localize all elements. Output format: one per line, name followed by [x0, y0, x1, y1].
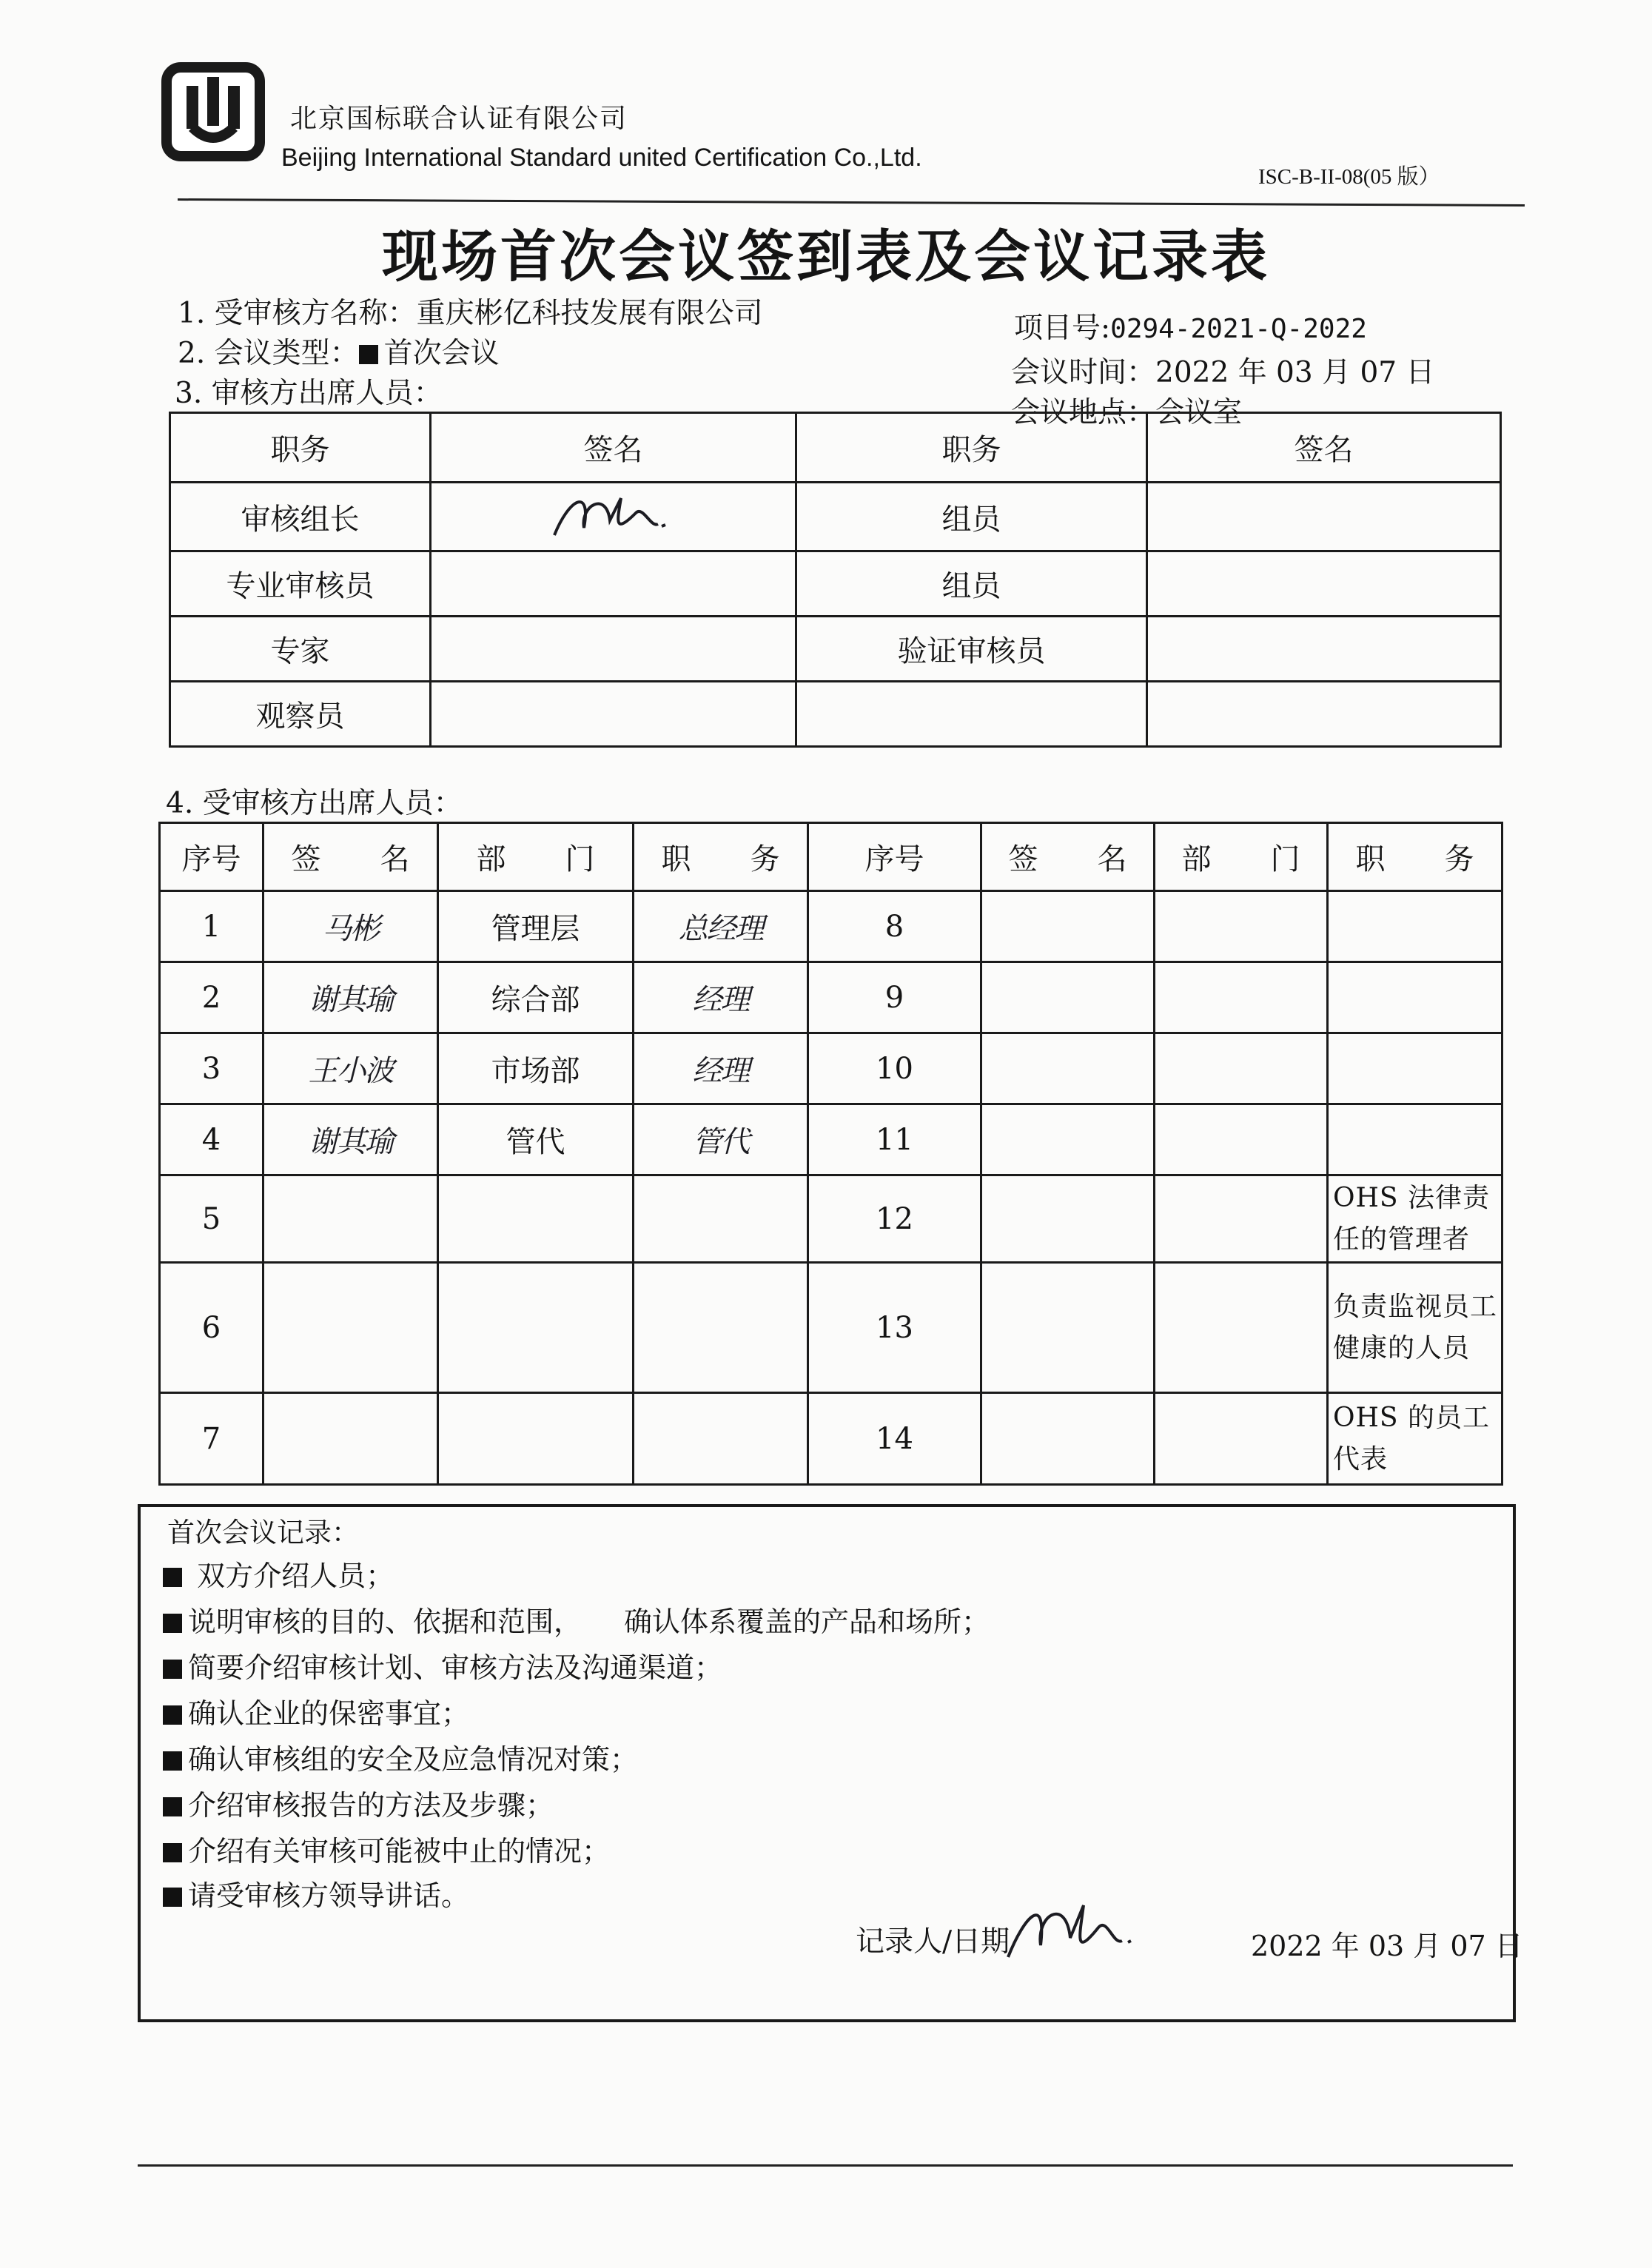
duty-cell: 经理 [634, 962, 808, 1033]
handwritten-signature [432, 483, 795, 550]
department-cell: 综合部 [438, 962, 634, 1033]
department-cell: 管代 [438, 1104, 634, 1175]
auditor-attendees-label: 3. 审核方出席人员： [175, 377, 443, 410]
signature-cell [263, 1393, 438, 1485]
notes-item-text: 确认审核组的安全及应急情况对策； [188, 1743, 639, 1776]
row-number: 7 [160, 1393, 263, 1485]
signature-cell: 谢其瑜 [263, 1104, 438, 1175]
column-header: 职务 [170, 413, 431, 483]
notes-item [163, 1873, 469, 1913]
table-row [160, 1263, 1502, 1393]
duty-cell [1328, 1104, 1502, 1175]
notes-item-text: 介绍有关审核可能被中止的情况； [188, 1835, 611, 1868]
column-header: 职务 [796, 413, 1147, 483]
form-number: ISC-B-II-08(05 版） [1258, 165, 1440, 189]
checked-box-icon [163, 1614, 182, 1633]
signature-cell: 王小波 [263, 1033, 438, 1104]
role-cell: 专家 [170, 617, 431, 682]
notes-item [163, 1553, 394, 1594]
recorder-signature [998, 1886, 1146, 1967]
row-number: 5 [160, 1175, 263, 1263]
table-row [160, 962, 1502, 1033]
notes-item-text: 简要介绍审核计划、审核方法及沟通渠道； [188, 1651, 723, 1684]
footer-divider [138, 2164, 1513, 2167]
table-header-row [170, 413, 1501, 483]
notes-item-text: 双方介绍人员； [197, 1560, 394, 1592]
signature-cell [1147, 483, 1501, 551]
signature-cell [431, 551, 796, 617]
checked-box-icon [163, 1888, 182, 1907]
table-row [170, 617, 1501, 682]
project-number-value: 0294-2021-Q-2022 [1110, 314, 1367, 344]
table-row [160, 1033, 1502, 1104]
department-cell [1155, 1175, 1328, 1263]
auditee-name-label: 1. 受审核方名称： [178, 297, 417, 330]
row-number: 14 [808, 1393, 981, 1485]
column-header: 序号 [160, 823, 263, 891]
column-header: 签名 [1147, 413, 1501, 483]
role-cell: 验证审核员 [796, 617, 1147, 682]
column-header: 职 务 [634, 823, 808, 891]
auditee-name-value: 重庆彬亿科技发展有限公司 [416, 297, 763, 330]
department-cell: 市场部 [438, 1033, 634, 1104]
signature-cell [981, 1393, 1155, 1485]
duty-note-cell: OHS 法律责任的管理者 [1328, 1175, 1502, 1263]
signature-cell [431, 617, 796, 682]
notes-item [163, 1599, 990, 1640]
duty-cell [634, 1175, 808, 1263]
signature-cell: 马彬 [263, 891, 438, 962]
meeting-time-line [1011, 349, 1435, 391]
department-cell [438, 1393, 634, 1485]
column-header: 签 名 [263, 823, 438, 891]
row-number: 2 [160, 962, 263, 1033]
notes-item-text: 说明审核的目的、依据和范围， 确认体系覆盖的产品和场所； [188, 1606, 990, 1638]
bisc-logo-icon [172, 73, 255, 151]
department-cell [1155, 1393, 1328, 1485]
checked-box-icon [359, 345, 378, 364]
row-number: 3 [160, 1033, 263, 1104]
notes-item [163, 1782, 554, 1823]
row-number: 10 [808, 1033, 981, 1104]
department-cell [1155, 962, 1328, 1033]
project-number-label: 项目号: [1014, 312, 1111, 345]
department-cell [1155, 891, 1328, 962]
department-cell: 管理层 [438, 891, 634, 962]
department-cell [1155, 1104, 1328, 1175]
meeting-notes-title: 首次会议记录： [167, 1517, 359, 1549]
checked-box-icon [163, 1751, 182, 1771]
signature-scribble [540, 483, 688, 543]
duty-note-cell: OHS 的员工代表 [1328, 1393, 1502, 1485]
role-cell [796, 682, 1147, 747]
signature-cell [981, 891, 1155, 962]
role-cell: 组员 [796, 483, 1147, 551]
meeting-time-label: 会议时间： [1011, 356, 1156, 389]
table-row [160, 1175, 1502, 1263]
role-cell: 审核组长 [170, 483, 431, 551]
meeting-place-label: 会议地点： [1011, 396, 1156, 429]
table-row [170, 682, 1501, 747]
row-number: 4 [160, 1104, 263, 1175]
notes-item [163, 1645, 722, 1685]
table-row [170, 551, 1501, 617]
notes-item-text: 请受审核方领导讲话。 [188, 1879, 470, 1912]
notes-item [163, 1691, 469, 1731]
signature-cell [981, 962, 1155, 1033]
signature-cell [1147, 617, 1501, 682]
row-number: 1 [160, 891, 263, 962]
company-name-cn: 北京国标联合认证有限公司 [290, 104, 628, 134]
checked-box-icon [163, 1705, 182, 1725]
signature-cell [431, 682, 796, 747]
duty-note-cell: 负责监视员工健康的人员 [1328, 1263, 1502, 1393]
department-cell [438, 1263, 634, 1393]
row-number: 11 [808, 1104, 981, 1175]
company-name-en: Beijing International Standard united Certification Co.,Ltd. [281, 144, 922, 172]
duty-cell: 经理 [634, 1033, 808, 1104]
row-number: 13 [808, 1263, 981, 1393]
meeting-place-value: 会议室 [1155, 396, 1243, 429]
column-header: 部 门 [438, 823, 634, 891]
signature-cell [981, 1263, 1155, 1393]
auditee-name-line [178, 290, 763, 332]
column-header: 职 务 [1328, 823, 1502, 891]
notes-item-text: 介绍审核报告的方法及步骤； [188, 1789, 554, 1822]
checked-box-icon [163, 1843, 182, 1862]
signature-cell: 谢其瑜 [263, 962, 438, 1033]
table-row [160, 891, 1502, 962]
company-logo [161, 62, 265, 161]
duty-cell: 总经理 [634, 891, 808, 962]
checked-box-icon [163, 1797, 182, 1816]
column-header: 序号 [808, 823, 981, 891]
meeting-type-label: 2. 会议类型： [178, 337, 359, 370]
record-date: 2022 年 03 月 07 日 [1251, 1930, 1523, 1962]
table-row [160, 1393, 1502, 1485]
row-number: 8 [808, 891, 981, 962]
checked-box-icon [163, 1660, 182, 1679]
meeting-type-value: 首次会议 [383, 337, 500, 370]
duty-cell: 管代 [634, 1104, 808, 1175]
auditor-attendance-table [169, 412, 1502, 748]
column-header: 部 门 [1155, 823, 1328, 891]
signature-cell [263, 1263, 438, 1393]
signature-cell [431, 483, 796, 551]
signature-cell [981, 1104, 1155, 1175]
auditee-attendees-label: 4. 受审核方出席人员： [166, 787, 463, 820]
column-header: 签 名 [981, 823, 1155, 891]
signature-cell [1147, 551, 1501, 617]
signature-cell [981, 1175, 1155, 1263]
table-row [160, 1104, 1502, 1175]
notes-item-text: 确认企业的保密事宜； [188, 1697, 470, 1730]
role-cell: 观察员 [170, 682, 431, 747]
role-cell: 组员 [796, 551, 1147, 617]
table-header-row [160, 823, 1502, 891]
duty-cell [1328, 1033, 1502, 1104]
role-cell: 专业审核员 [170, 551, 431, 617]
recorder-line [856, 1919, 1010, 1960]
duty-cell [634, 1263, 808, 1393]
signature-cell [263, 1175, 438, 1263]
meeting-type-line [178, 330, 500, 372]
project-number-line [1014, 305, 1367, 346]
duty-cell [1328, 891, 1502, 962]
notes-item [163, 1828, 610, 1869]
department-cell [438, 1175, 634, 1263]
duty-cell [1328, 962, 1502, 1033]
signature-cell [981, 1033, 1155, 1104]
row-number: 9 [808, 962, 981, 1033]
header-divider [178, 198, 1525, 207]
column-header: 签名 [431, 413, 796, 483]
auditee-attendance-table [158, 822, 1503, 1486]
row-number: 6 [160, 1263, 263, 1393]
row-number: 12 [808, 1175, 981, 1263]
document-title: 现场首次会议签到表及会议记录表 [382, 224, 1270, 289]
department-cell [1155, 1033, 1328, 1104]
signature-cell [1147, 682, 1501, 747]
recorder-label: 记录人/日期 [856, 1925, 1010, 1959]
checked-box-icon [163, 1568, 182, 1587]
duty-cell [634, 1393, 808, 1485]
notes-item [163, 1737, 638, 1777]
table-row [170, 483, 1501, 551]
department-cell [1155, 1263, 1328, 1393]
meeting-time-value: 2022 年 03 月 07 日 [1155, 356, 1435, 389]
